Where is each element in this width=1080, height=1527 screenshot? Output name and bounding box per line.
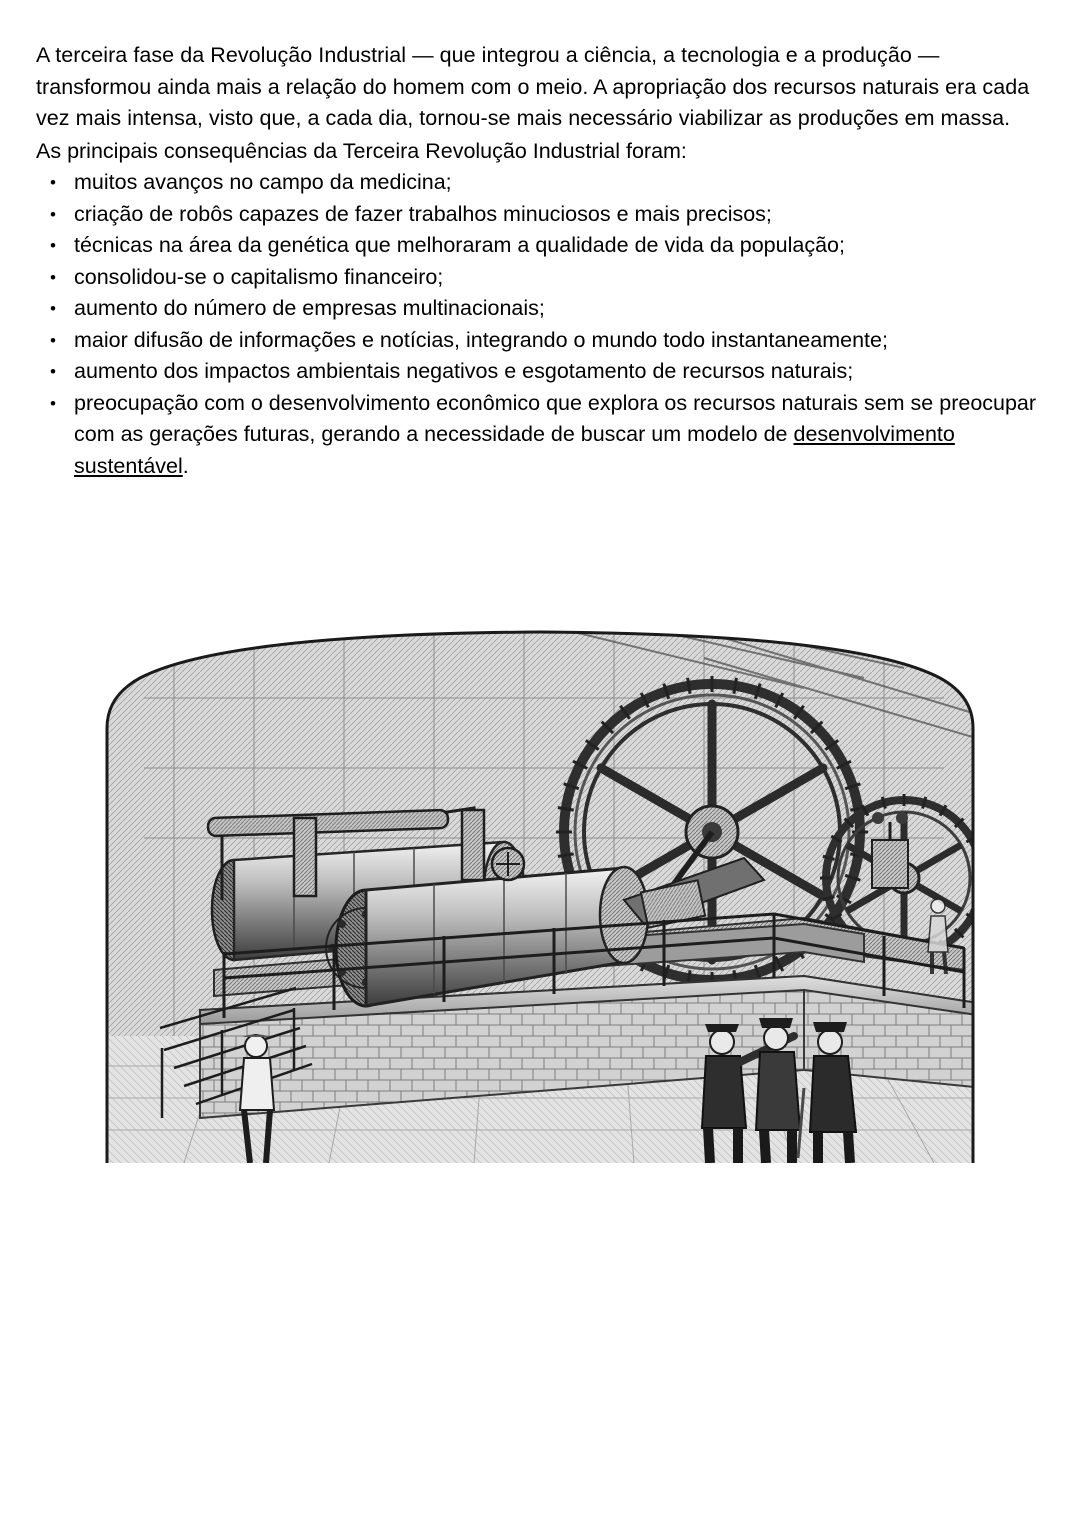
steam-engine-engraving: [104, 618, 976, 1163]
list-item-text: técnicas na área da genética que melhoraram a qualidade de vida da população;: [74, 233, 845, 257]
sustainable-development-link[interactable]: desenvolvimento sustentável: [74, 422, 955, 478]
steam-engine-engraving-image: [104, 618, 976, 1163]
consequences-list: [36, 167, 1044, 482]
list-item: [36, 356, 1044, 388]
list-item-text: criação de robôs capazes de fazer trabalhos minuciosos e mais precisos;: [74, 201, 772, 226]
list-item: [36, 199, 1044, 231]
list-item: [36, 293, 1044, 325]
list-item-text: preocupação com o desenvolvimento econômico que explora os recursos naturais sem se preocupar com as gerações futuras, gerando a necessidade de buscar um modelo de: [74, 390, 1037, 446]
list-item-text: consolidou-se o capitalismo financeiro;: [74, 264, 444, 289]
list-item-text: aumento dos impactos ambientais negativos e esgotamento de recursos naturais;: [74, 359, 854, 383]
list-item-text-tail: .: [182, 453, 189, 478]
list-item-text: aumento do número de empresas multinacionais;: [74, 296, 545, 320]
list-item: [36, 230, 1044, 262]
list-item: [36, 167, 1044, 199]
lead-in-text: As principais consequências da Terceira Revolução Industrial foram:: [36, 138, 687, 163]
list-item: [36, 262, 1044, 294]
list-item-text: maior difusão de informações e notícias, integrando o mundo todo instantaneamente;: [74, 327, 888, 352]
list-item: [36, 325, 1044, 357]
intro-paragraph: A terceira fase da Revolução Industrial — que integrou a ciência, a tecnologia e a produção — transformou ainda mais a relação do homem com o meio. A apropriação dos recursos naturais era cada vez mais intensa, visto que, a cada dia, tornou-se mais necessário viabilizar as produções em massa.: [36, 43, 1030, 130]
list-item-with-link: [36, 388, 1044, 483]
list-item-text: muitos avanços no campo da medicina;: [74, 170, 452, 194]
